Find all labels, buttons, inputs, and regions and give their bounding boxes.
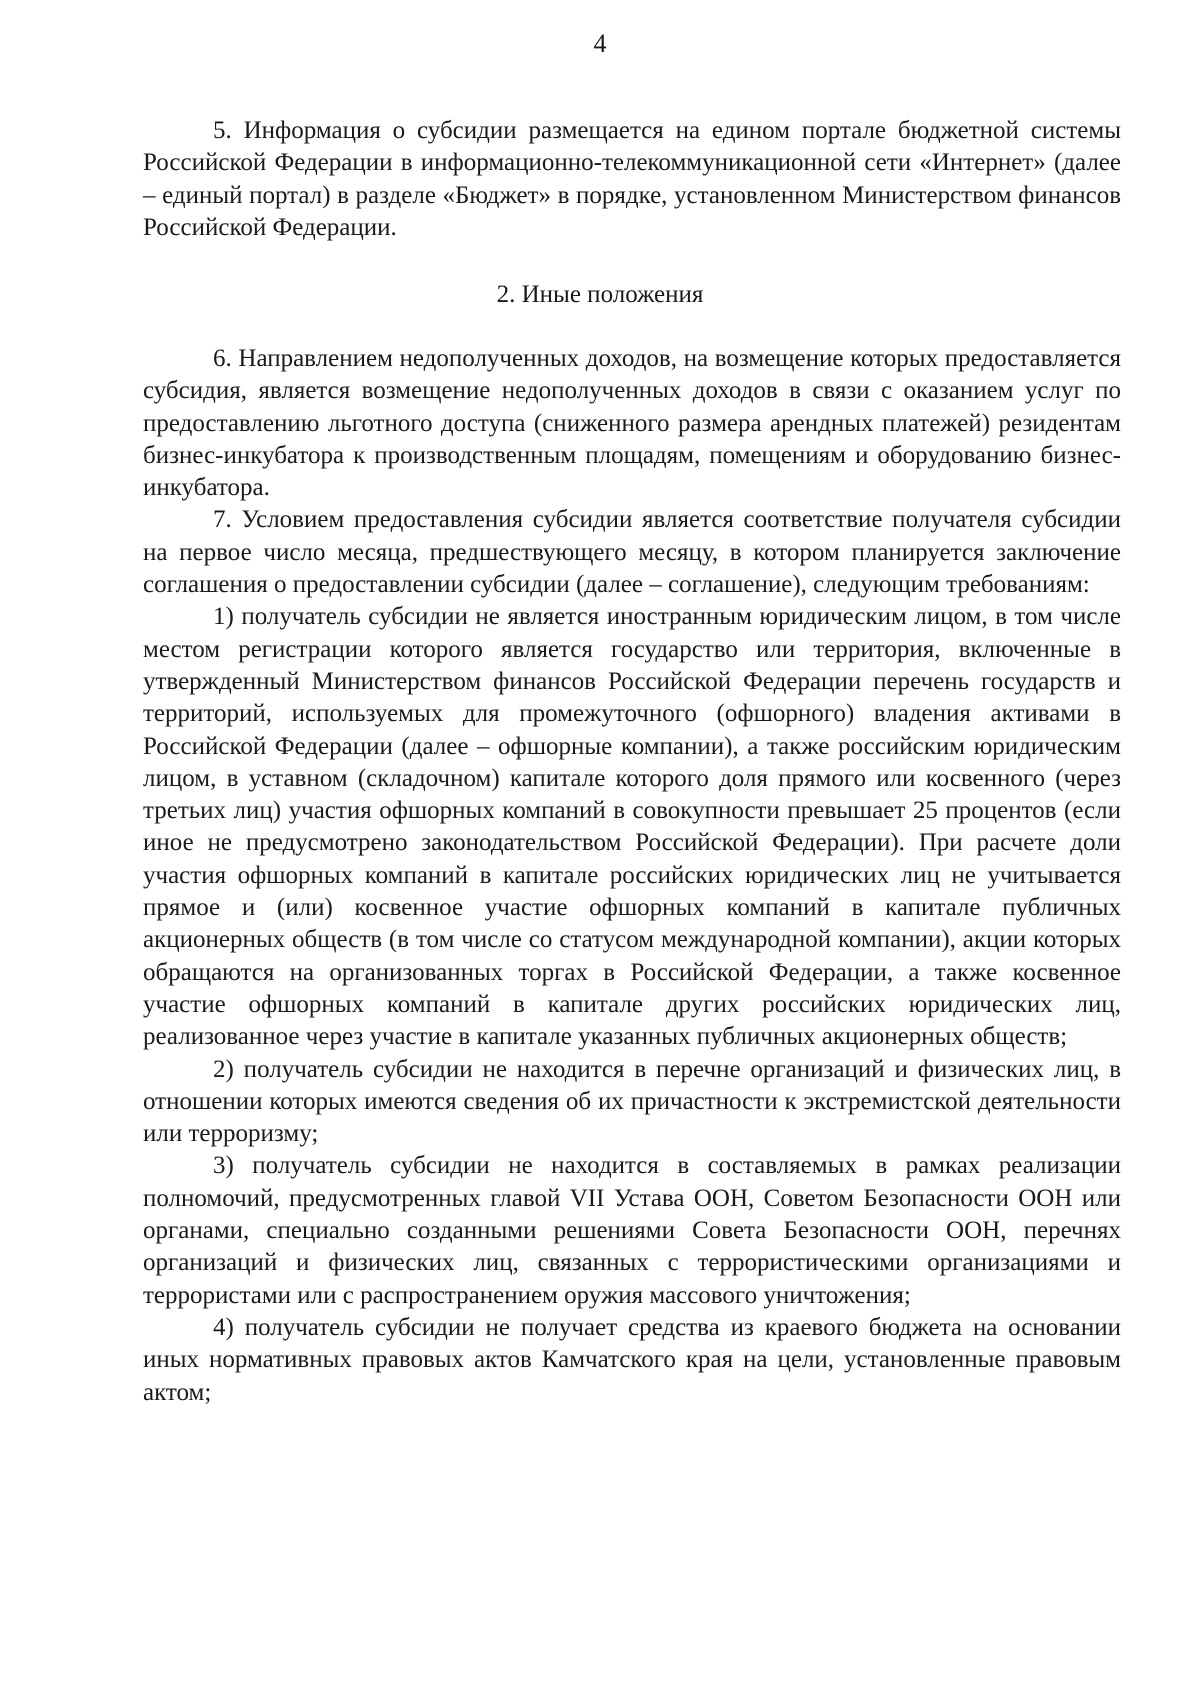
requirement-item: 4) получатель субсидии не получает средства из краевого бюджета на основании иных нормативных правовых актов Камчатского края на цели, установленные правовым актом; xyxy=(143,1313,1121,1406)
page-number: 4 xyxy=(593,29,607,58)
paragraph-5: 5. Информация о субсидии размещается на едином портале бюджетной системы Российской Федерации в информационно-телекоммуникационной сети «Интернет» (далее – единый портал) в разделе «Бюджет» в порядке, установленном Министерством финансов Российской Федерации. xyxy=(143,117,1121,241)
section-body xyxy=(143,343,1121,1409)
paragraph-7: 7. Условием предоставления субсидии является соответствие получателя субсидии на первое число месяца, предшествующего месяцу, в котором планируется заключение соглашения о предоставлении субсидии (далее – соглашение), следующим требованиям: xyxy=(143,506,1121,599)
requirement-item: 3) получатель субсидии не находится в составляемых в рамках реализации полномочий, предусмотренных главой VII Устава ООН, Советом Безопасности ООН или органами, специально созданными решениями Совета Безопасности ООН, перечнях организаций и физических лиц, связанных с террористическими организациями и террористами или с распространением оружия массового уничтожения; xyxy=(143,1152,1121,1309)
paragraph-6: 6. Направлением недополученных доходов, на возмещение которых предоставляется субсидия, является возмещение недополученных доходов в связи с оказанием услуг по предоставлению льготного доступа (сниженного размера арендных платежей) резидентам бизнес-инкубатора к производственным площадям, помещениям и оборудованию бизнес-инкубатора. xyxy=(143,345,1121,502)
intro-block xyxy=(143,115,1121,244)
requirement-item: 1) получатель субсидии не является иностранным юридическим лицом, в том числе местом регистрации которого является государство или территория, включенные в утвержденный Министерством финансов Российской Федерации перечень государств и территорий, используемых для промежуточного (офшорного) владения активами в Российской Федерации (далее – офшорные компании), а также российским юридическим лицом, в уставном (складочном) капитале которого доля прямого или косвенного (через третьих лиц) участия офшорных компаний в совокупности превышает 25 процентов (если иное не предусмотрено законодательством Российской Федерации). При расчете доли участия офшорных компаний в капитале российских юридических лиц не учитывается прямое и (или) косвенное участие офшорных компаний в капитале публичных акционерных обществ (в том числе со статусом международной компании), акции которых обращаются на организованных торгах в Российской Федерации, а также косвенное участие офшорных компаний в капитале других российских юридических лиц, реализованное через участие в капитале указанных публичных акционерных обществ; xyxy=(143,603,1121,1051)
section-heading: 2. Иные положения xyxy=(496,281,704,308)
requirement-item: 2) получатель субсидии не находится в перечне организаций и физических лиц, в отношении которых имеются сведения об их причастности к экстремистской деятельности или терроризму; xyxy=(143,1055,1121,1148)
